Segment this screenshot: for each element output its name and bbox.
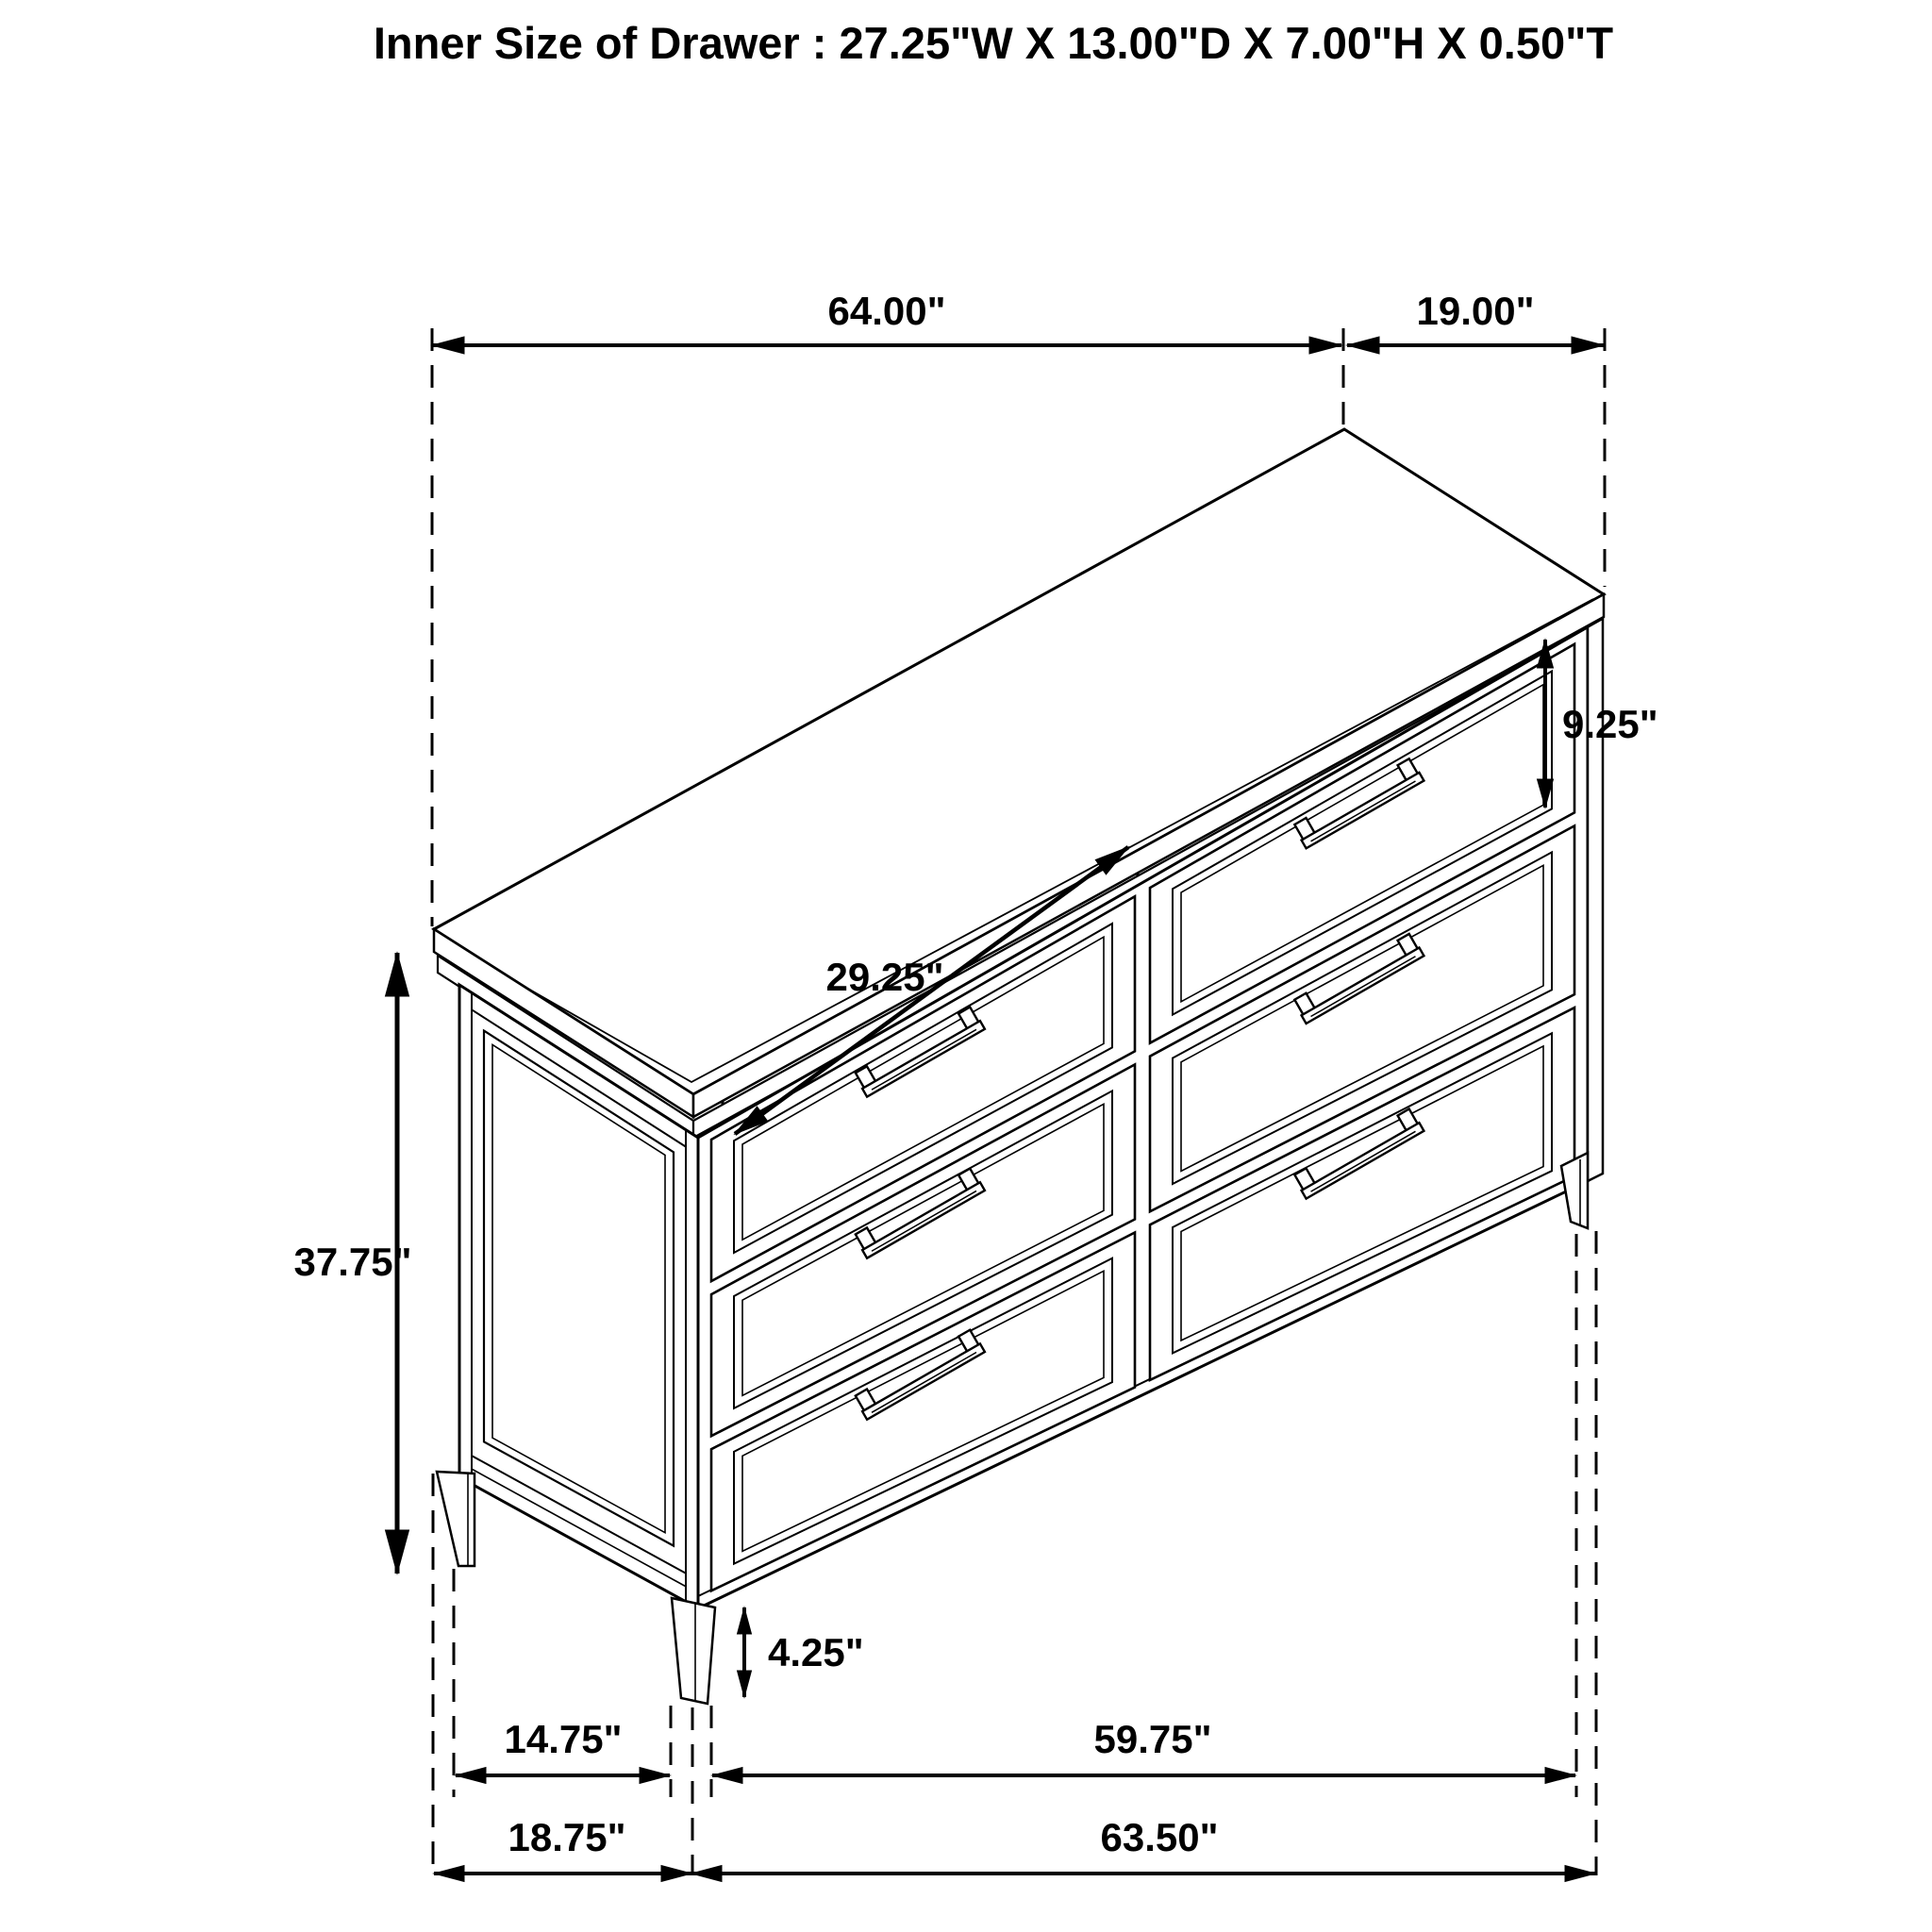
dim-label-top-width: 64.00" bbox=[827, 289, 946, 333]
figure-title: Inner Size of Drawer : 27.25"W X 13.00"D X 7.00"H X 0.50"T bbox=[373, 18, 1614, 68]
dim-label-drawer-width: 29.25" bbox=[825, 955, 944, 999]
dim-label-drawer-height: 9.25" bbox=[1562, 702, 1658, 746]
dim-label-overall-height: 37.75" bbox=[293, 1240, 412, 1284]
dim-label-side-leg-spacing: 14.75" bbox=[504, 1717, 623, 1761]
dim-label-front-leg-to-right: 59.75" bbox=[1093, 1717, 1212, 1761]
dim-label-side-overall: 18.75" bbox=[508, 1815, 626, 1859]
dim-label-leg-height: 4.25" bbox=[768, 1630, 864, 1674]
dim-label-top-depth: 19.00" bbox=[1416, 289, 1535, 333]
dim-label-front-overall: 63.50" bbox=[1100, 1815, 1219, 1859]
